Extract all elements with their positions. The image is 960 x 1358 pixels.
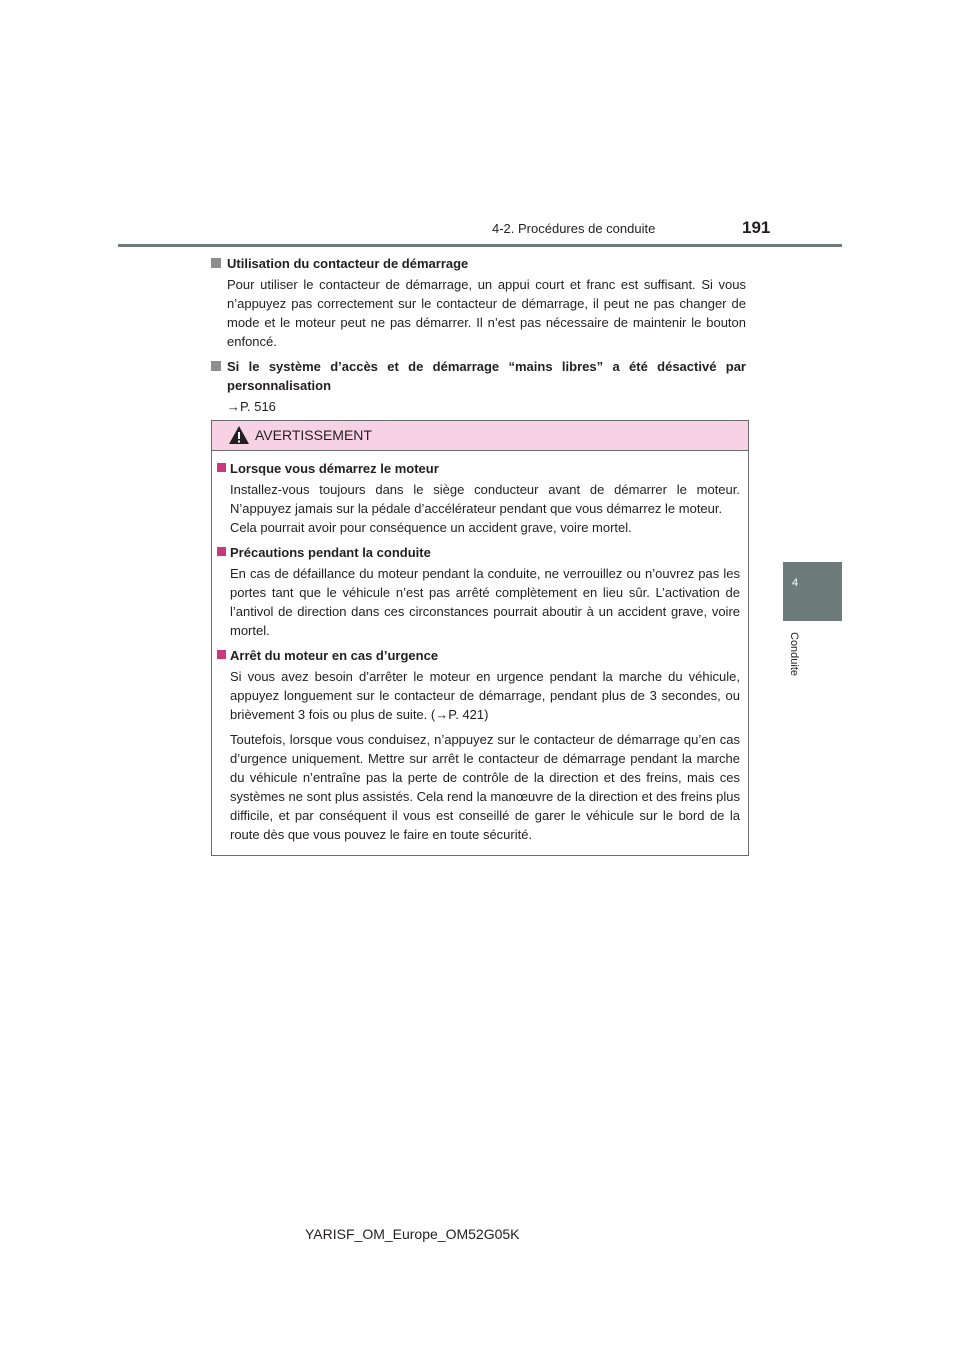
warning-item-text: Cela pourrait avoir pour conséquence un accident grave, voire mortel.	[230, 520, 632, 535]
section-text: Pour utiliser le contacteur de démarrage, un appui court et franc est suffisant. Si vous n’appuyez pas correctement sur le contacteur de démarrage, il peut ne pas changer de mode et le moteur peut ne pas démarrer. Il n’est pas nécessaire de maintenir le bouton enfoncé.	[227, 277, 746, 349]
square-bullet-icon	[217, 650, 226, 659]
section-title: 4-2. Procédures de conduite	[492, 221, 656, 236]
document-id: YARISF_OM_Europe_OM52G05K	[305, 1226, 520, 1242]
warning-box	[211, 420, 749, 856]
chapter-number: 4	[792, 577, 799, 589]
square-bullet-icon	[217, 463, 226, 472]
square-bullet-icon	[211, 361, 221, 371]
chapter-label: Conduite	[788, 632, 800, 677]
warning-title: AVERTISSEMENT	[255, 427, 372, 443]
warning-item-heading: Lorsque vous démarrez le moteur	[217, 459, 740, 478]
square-bullet-icon	[217, 547, 226, 556]
warning-item-text: Toutefois, lorsque vous conduisez, n’appuyez sur le contacteur de démarrage qu’en cas d’urgence uniquement. Mettre sur arrêt le contacteur de démarrage pendant la marche du véhicule n’entraîne pas la perte de contrôle de la direction et des freins, mais ces systèmes ne sont plus assistés. Cela rend la manœuvre de la direction et des freins plus difficile, et par conséquent il vous est conseillé de garer le véhicule sur le bord de la route dès que vous pouvez le faire en toute sécurité.	[230, 732, 740, 842]
warning-item-text: En cas de défaillance du moteur pendant la conduite, ne verrouillez ou n’ouvrez pas les portes tant que le véhicule n’est pas arrêté complètement en lieu sûr. L’activation de l’antivol de direction dans ces circonstances pourrait aboutir à un accident grave, voire mortel.	[230, 566, 740, 638]
page-number: 191	[742, 218, 771, 237]
page-reference-link[interactable]: →P. 516	[227, 399, 276, 414]
warning-item-heading: Précautions pendant la conduite	[217, 543, 740, 562]
header-rule	[118, 244, 842, 247]
warning-item-text: Si vous avez besoin d’arrêter le moteur en urgence pendant la marche du véhicule, appuyez longuement sur le contacteur de démarrage, pendant plus de 3 secondes, ou brièvement 3 fois ou plus de suite. (→P. 421)	[230, 669, 740, 722]
section-heading: Si le système d’accès et de démarrage “mains libres” a été désactivé par personnalisation	[211, 357, 746, 395]
warning-triangle-icon	[228, 425, 250, 445]
warning-item-heading: Arrêt du moteur en cas d’urgence	[217, 646, 740, 665]
warning-body	[217, 459, 740, 850]
chapter-tab[interactable]	[783, 562, 842, 621]
warning-header	[212, 421, 748, 451]
section-heading: Utilisation du contacteur de démarrage	[211, 254, 746, 273]
main-content	[211, 254, 746, 422]
warning-item-text: Installez-vous toujours dans le siège conducteur avant de démarrer le moteur. N’appuyez jamais sur la pédale d’accélérateur pendant que vous démarrez le moteur.	[230, 482, 740, 516]
square-bullet-icon	[211, 258, 221, 268]
